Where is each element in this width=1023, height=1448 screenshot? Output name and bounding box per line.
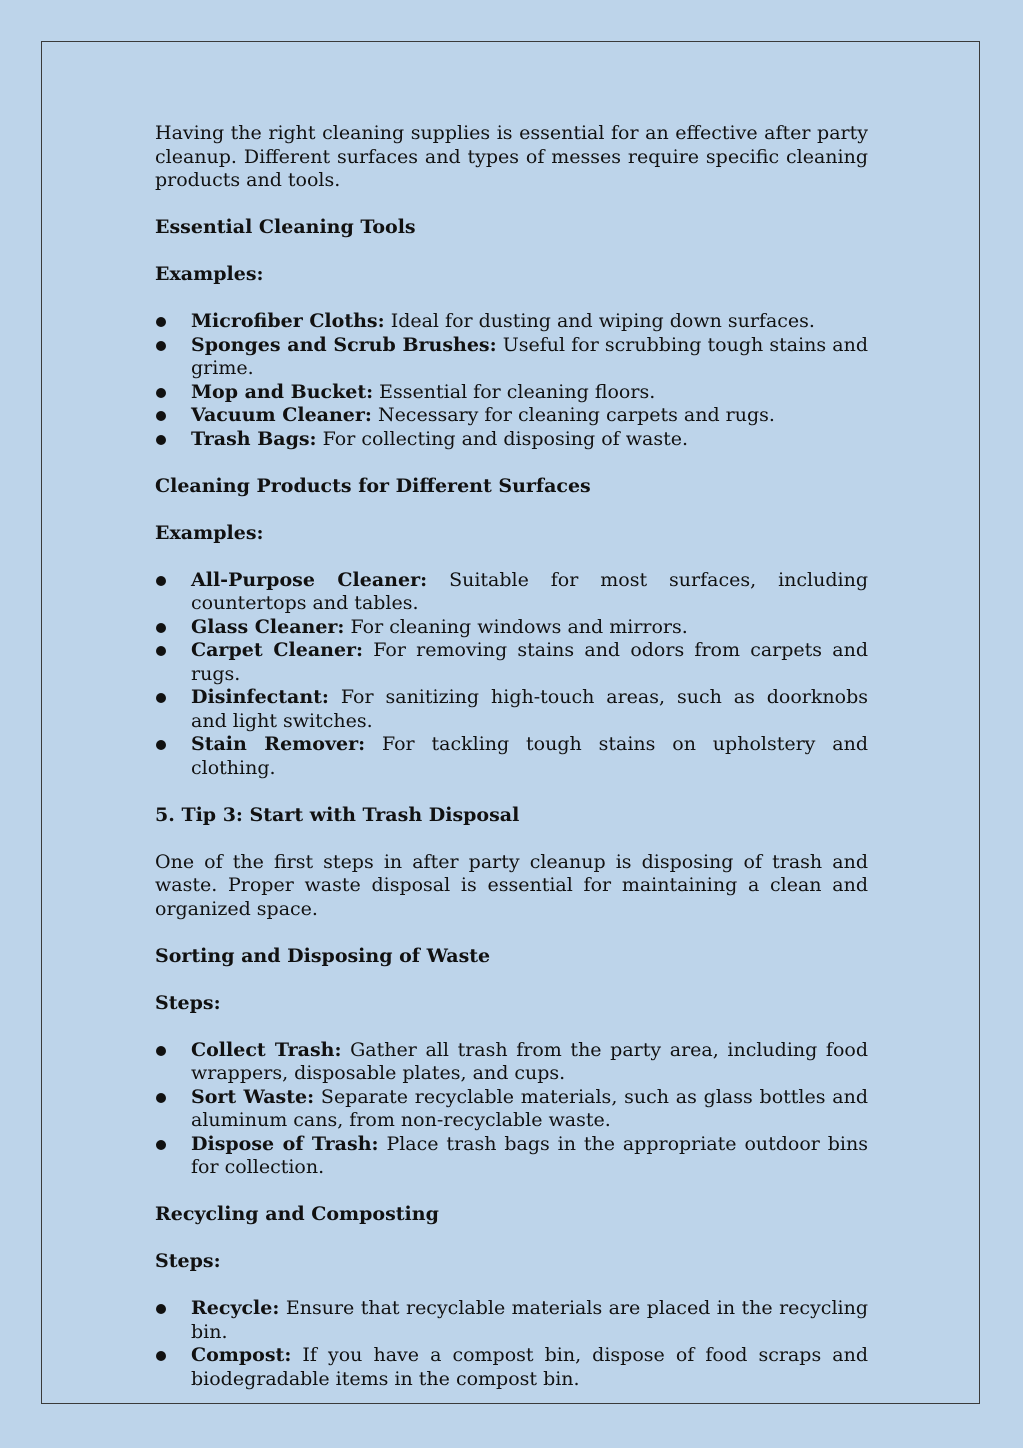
item-term: Mop and Bucket: [191, 380, 374, 403]
bullet-icon [156, 317, 166, 327]
item-description: Essential for cleaning floors. [379, 380, 656, 403]
bullet-icon [156, 1351, 166, 1361]
list-item [155, 428, 868, 452]
item-term: Dispose of Trash: [191, 1132, 379, 1155]
item-term: Disinfectant: [191, 686, 329, 708]
item-term: Compost: [191, 1344, 292, 1366]
steps-label: Steps: [155, 991, 221, 1014]
list-item [155, 310, 868, 334]
list-item [155, 686, 868, 733]
bullet-icon [156, 623, 166, 633]
list-item [155, 404, 868, 428]
list-item [155, 733, 868, 780]
bullet-icon [156, 1046, 166, 1056]
item-description: Gather all trash from the party area, including food wrappers, disposable plates, and cups. [191, 1038, 869, 1084]
bullet-icon [156, 646, 166, 656]
section-heading-recycling: Recycling and Composting [155, 1203, 439, 1225]
item-description: For sanitizing high-touch areas, such as doorknobs and light switches. [191, 686, 868, 732]
bullet-icon [156, 740, 166, 750]
item-term: Trash Bags: [191, 427, 317, 450]
bullet-icon [156, 693, 166, 703]
item-term: Stain Remover: [191, 733, 366, 755]
list-item [155, 616, 868, 640]
examples-label: Examples: [155, 521, 264, 544]
item-term: Recycle: [191, 1297, 280, 1319]
section-heading-products: Cleaning Products for Different Surfaces [155, 474, 591, 497]
item-description: Separate recyclable materials, such as glass bottles and aluminum cans, from non-recyclable waste. [191, 1085, 868, 1131]
item-term: Sort Waste: [191, 1085, 315, 1108]
list-item [155, 334, 868, 381]
item-term: Sponges and Scrub Brushes: [191, 333, 497, 356]
tip3-paragraph: One of the first steps in after party cleanup is disposing of trash and waste. Proper waste disposal is essential for maintaining a clean and organized space. [155, 850, 868, 920]
bullet-icon [156, 435, 166, 445]
bullet-icon [156, 341, 166, 351]
bullet-icon [156, 576, 166, 586]
item-description: Ideal for dusting and wiping down surfaces. [390, 310, 815, 332]
item-description: Ensure that recyclable materials are placed in the recycling bin. [191, 1297, 869, 1343]
bullet-icon [156, 388, 166, 398]
item-description: For tackling tough stains on upholstery and clothing. [191, 733, 868, 779]
examples-label: Examples: [155, 263, 264, 285]
bullet-icon [156, 411, 166, 421]
products-list [155, 569, 868, 781]
bullet-icon [156, 1304, 166, 1314]
item-term: Glass Cleaner: [191, 615, 345, 638]
item-term: Vacuum Cleaner: [191, 404, 372, 426]
list-item [155, 569, 868, 616]
sorting-list [155, 1039, 868, 1180]
item-description: For cleaning windows and mirrors. [350, 615, 688, 638]
section-heading-tip3: 5. Tip 3: Start with Trash Disposal [155, 803, 520, 826]
bullet-icon [156, 1140, 166, 1150]
list-item [155, 1133, 868, 1180]
bullet-icon [156, 1093, 166, 1103]
intro-paragraph: Having the right cleaning supplies is essential for an effective after party cleanup. Different surfaces and types of messes require specific cleaning products and tools. [155, 122, 868, 191]
recycling-list [155, 1297, 868, 1391]
document-body [155, 122, 868, 1415]
item-term: Carpet Cleaner: [191, 639, 364, 661]
tools-list [155, 310, 868, 451]
list-item [155, 1086, 868, 1133]
item-description: Necessary for cleaning carpets and rugs. [377, 404, 775, 426]
item-description: For removing stains and odors from carpets and rugs. [191, 639, 868, 685]
item-description: Useful for scrubbing tough stains and grime. [191, 333, 868, 379]
list-item [155, 1344, 868, 1391]
item-description: If you have a compost bin, dispose of food scraps and biodegradable items in the compost bin. [191, 1344, 868, 1390]
list-item [155, 639, 868, 686]
section-heading-tools: Essential Cleaning Tools [155, 216, 416, 238]
item-term: Microfiber Cloths: [191, 310, 385, 332]
steps-label: Steps: [155, 1250, 221, 1272]
item-description: For collecting and disposing of waste. [322, 427, 688, 450]
item-term: Collect Trash: [191, 1038, 342, 1061]
item-term: All-Purpose Cleaner: [191, 568, 428, 591]
list-item [155, 1297, 868, 1344]
item-description: Place trash bags in the appropriate outdoor bins for collection. [191, 1132, 869, 1178]
list-item [155, 1039, 868, 1086]
item-description: Suitable for most surfaces, including countertops and tables. [191, 568, 869, 614]
section-heading-sorting: Sorting and Disposing of Waste [155, 944, 491, 967]
list-item [155, 381, 868, 405]
